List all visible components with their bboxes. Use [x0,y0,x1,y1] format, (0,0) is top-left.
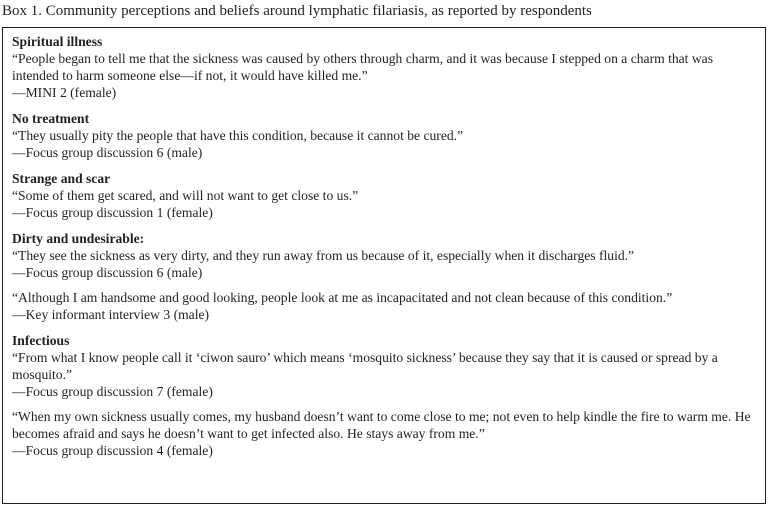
quote-text: “From what I know people call it ‘ciwon sauro’ which means ‘mosquito sickness’ because they say that it is caused or spread by a mosquito.” [12,350,718,382]
quote-text: “They usually pity the people that have this condition, because it cannot be cured.” [12,128,464,143]
quote-block [12,247,757,281]
quote-block [12,127,757,161]
quote-text: “People began to tell me that the sickness was caused by others through charm, and it was because I stepped on a charm that was intended to harm someone else—if not, it would have killed me.” [12,51,713,83]
section-heading: Dirty and undesirable: [12,231,145,246]
box-caption: Box 1. Community perceptions and beliefs around lymphatic filariasis, as reported by respondents [2,3,592,19]
section-heading: Infectious [12,333,70,348]
quote-text: “They see the sickness as very dirty, and they run away from us because of it, especially when it discharges fluid.” [12,248,635,263]
section-no-treatment [12,110,757,161]
section-heading: Spiritual illness [12,34,103,49]
quote-attribution: —Focus group discussion 7 (female) [12,384,213,399]
quote-attribution: —MINI 2 (female) [12,85,117,100]
box-panel [2,27,766,504]
quote-block [12,349,757,400]
section-infectious [12,332,757,459]
quote-attribution: —Focus group discussion 1 (female) [12,205,213,220]
section-heading: Strange and scar [12,171,111,186]
quote-text: “When my own sickness usually comes, my husband doesn’t want to come close to me; not even to help kindle the fire to warm me. He becomes afraid and says he doesn’t want to get infected also. He stays away from me.” [12,409,751,441]
quote-attribution: —Focus group discussion 4 (female) [12,443,213,458]
quote-block [12,187,757,221]
section-heading: No treatment [12,111,90,126]
quote-block [12,408,757,459]
quote-block [12,50,757,101]
quote-attribution: —Key informant interview 3 (male) [12,307,210,322]
section-spiritual-illness [12,33,757,101]
quote-text: “Some of them get scared, and will not want to get close to us.” [12,188,359,203]
quote-attribution: —Focus group discussion 6 (male) [12,265,203,280]
quote-text: “Although I am handsome and good looking, people look at me as incapacitated and not clean because of this condition.” [12,290,673,305]
section-dirty-and-undesirable [12,230,757,323]
section-strange-and-scar [12,170,757,221]
quote-attribution: —Focus group discussion 6 (male) [12,145,203,160]
quote-block [12,289,757,323]
